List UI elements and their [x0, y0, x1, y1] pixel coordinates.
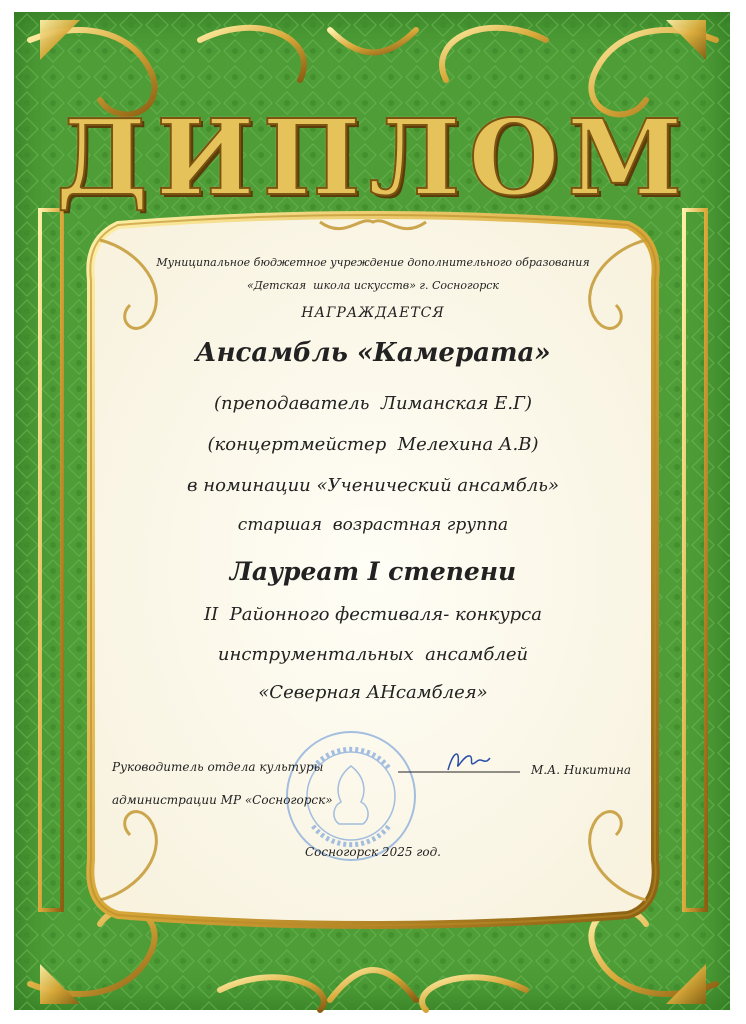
institution-line-2: «Детская школа искусств» г. Сосногорск: [247, 279, 499, 292]
teacher-line: (преподаватель Лиманская Е.Г): [213, 393, 533, 414]
nomination-line: в номинации «Ученический ансамбль»: [187, 475, 559, 496]
signer-title-line-1: Руководитель отдела культуры: [112, 760, 324, 774]
festival-line-3: «Северная АНсамблея»: [258, 682, 488, 703]
place-and-date: Сосногорск 2025 год.: [305, 845, 441, 859]
signer-title-line-2: администрации МР «Сосногорск»: [112, 793, 333, 807]
festival-line-1: II Районного фестиваля- конкурса: [204, 604, 542, 625]
signer-name: М.А. Никитина: [531, 763, 632, 777]
accompanist-line: (концертмейстер Мелехина А.В): [207, 434, 539, 455]
recipient-name: Ансамбль «Камерата»: [195, 338, 551, 368]
award-degree: Лауреат I степени: [229, 557, 517, 586]
signature-line: [398, 742, 528, 782]
festival-line-2: инструментальных ансамблей: [217, 644, 529, 665]
awarded-label: НАГРАЖДАЕТСЯ: [301, 305, 445, 321]
institution-line-1: Муниципальное бюджетное учреждение дополнительного образования: [156, 256, 590, 269]
age-group-line: старшая возрастная группа: [237, 515, 509, 535]
diploma-title: ДИПЛОМ: [55, 96, 691, 219]
